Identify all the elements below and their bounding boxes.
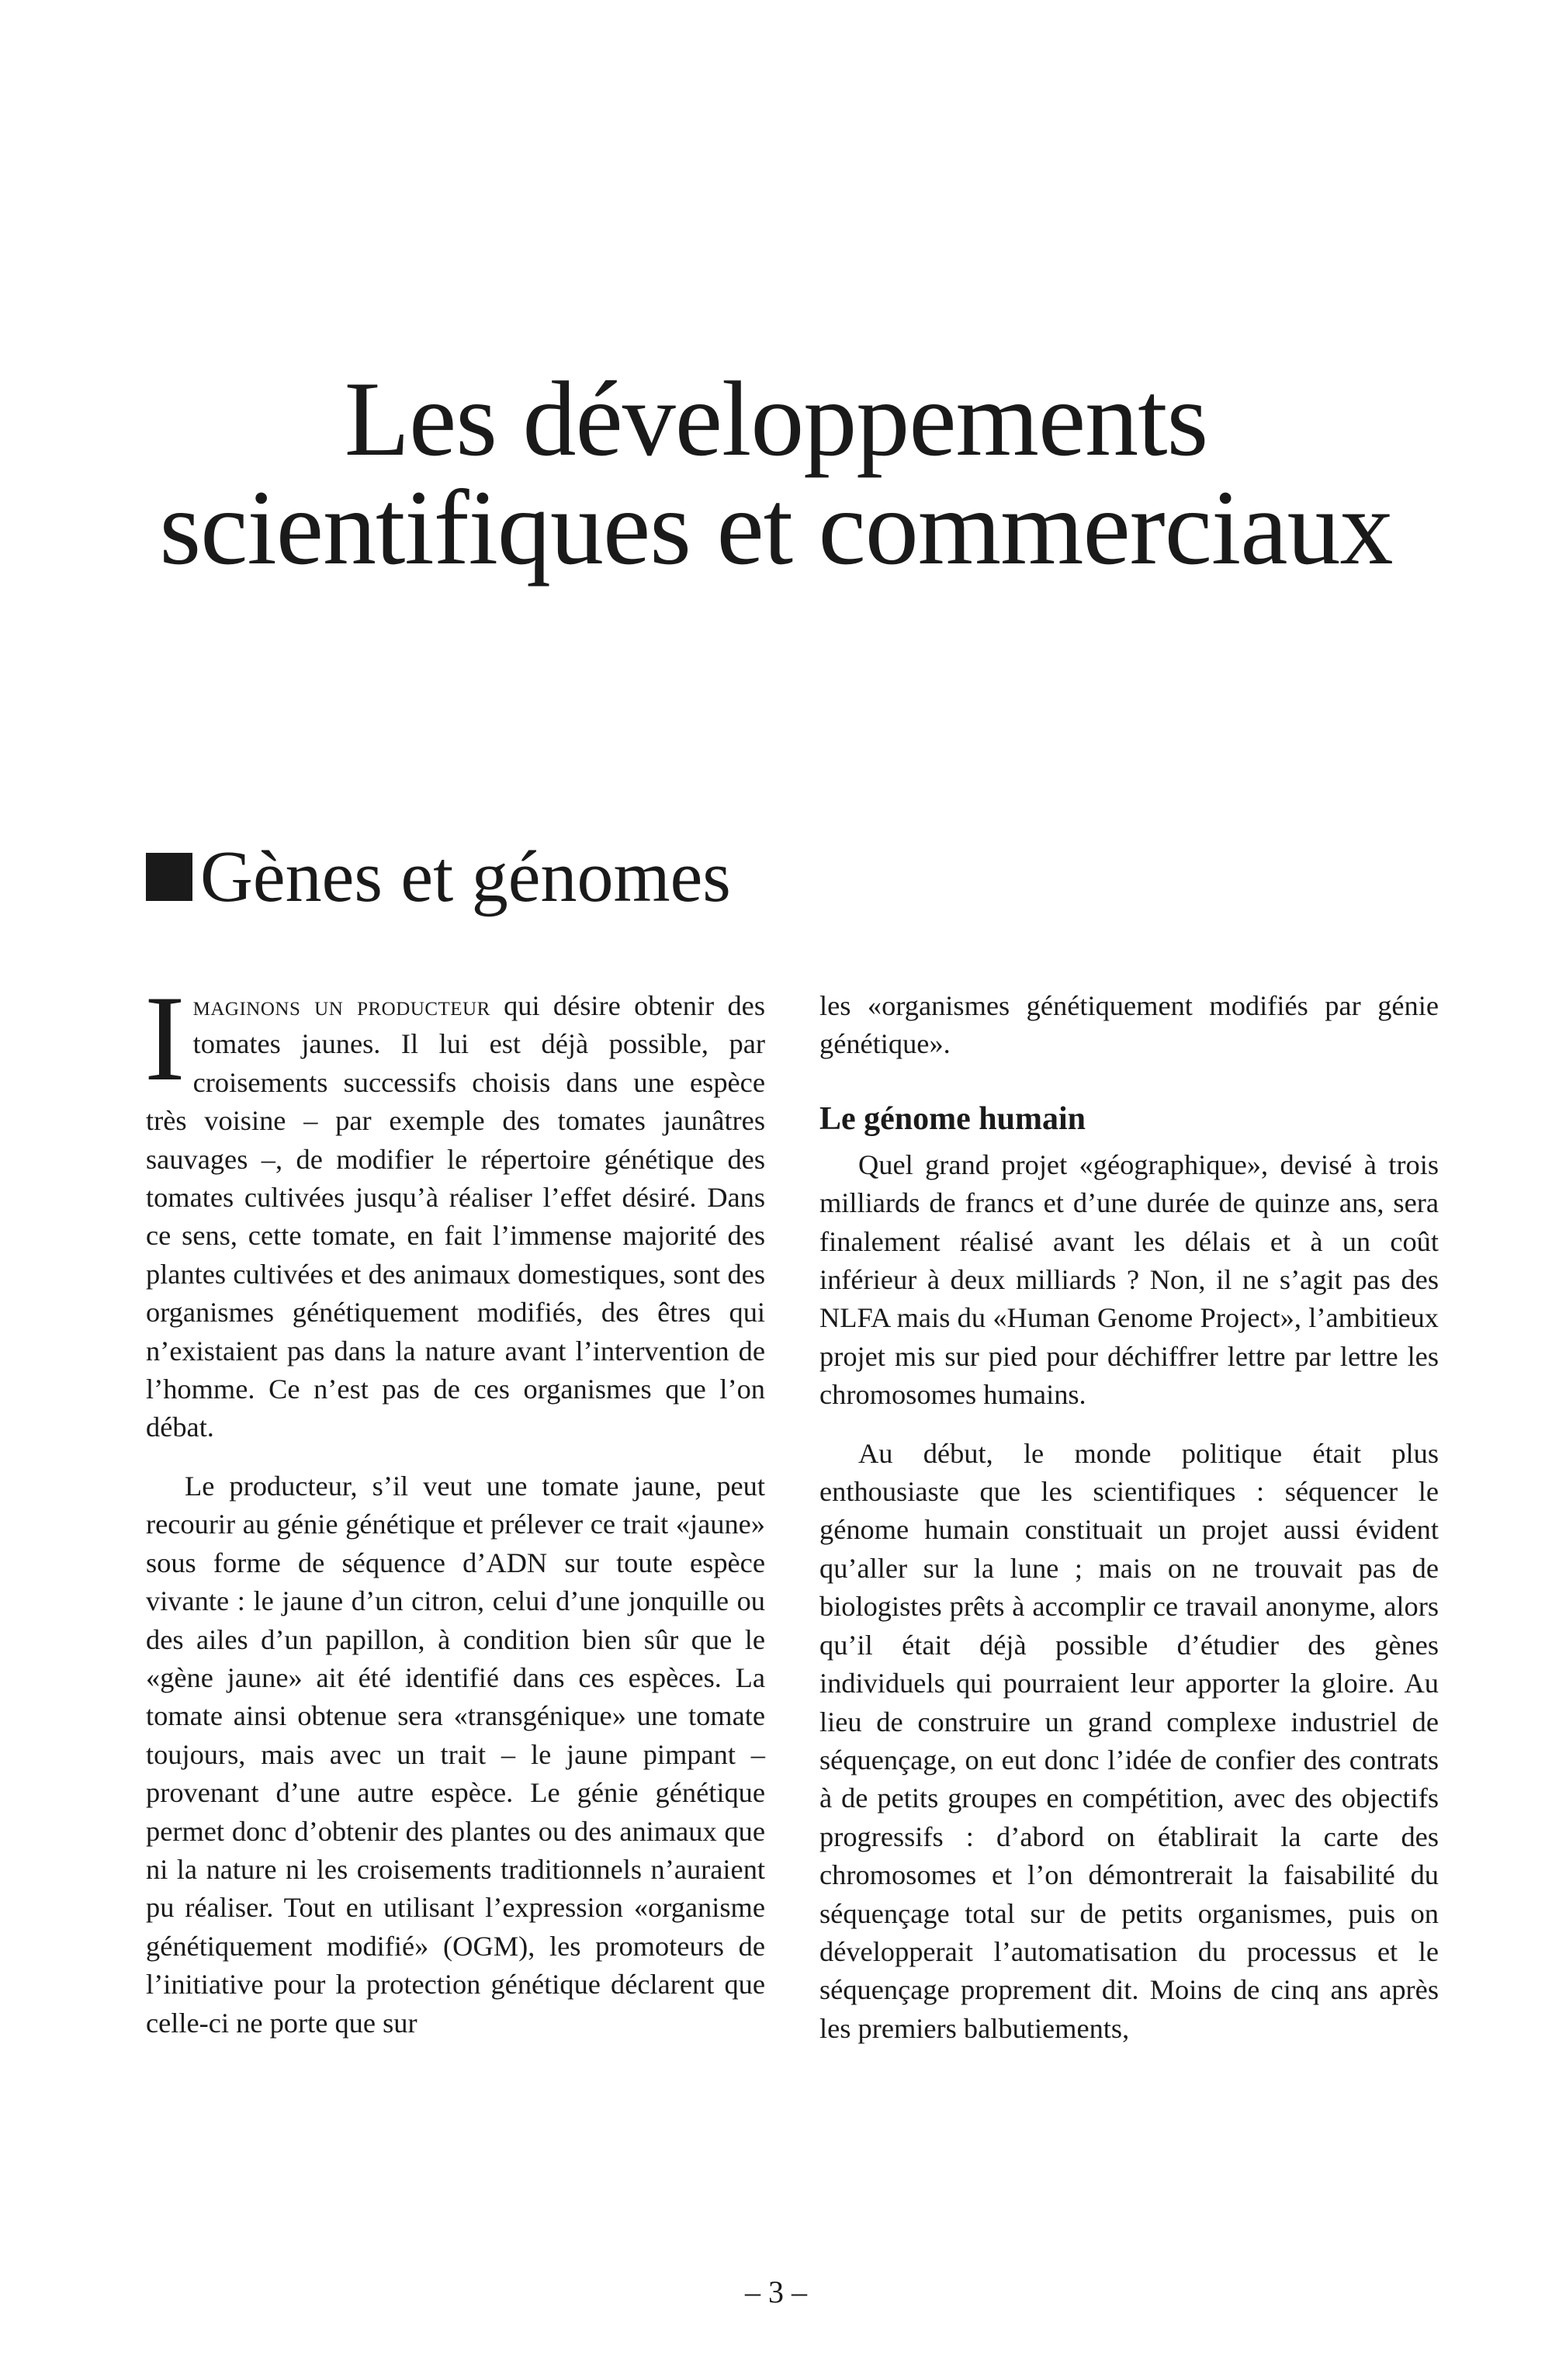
paragraph-continued: les «organismes génétiquement modifiés par génie génétique». [819,990,1439,1060]
paragraph-1 [144,971,765,1447]
paragraph-4: Au début, le monde politique était plus enthousiaste que les scientifiques : séquencer le génome humain constituait un projet aussi évident qu’aller sur la lune ; mais on ne trouvait pas de biologistes prêts à accomplir ce travail anonyme, alors qu’il était déjà possible d’étudier des gènes individuels qui pourraient leur apporter la gloire. Au lieu de construire un grand complexe industriel de séquençage, on eut donc l’idée de confier des contrats à de petits groupes en compétition, avec des objectifs progressifs : d’abord on établirait la carte des chromosomes et l’on démontrerait la faisabilité du séquençage total sur de petits organismes, puis on développerait l’automatisation du processus et le séquençage proprement dit. Moins de cinq ans après les premiers balbutiements, [819,1437,1439,2044]
subheading-genome-humain: Le génome humain [819,1100,1086,1137]
right-column [819,987,1439,2068]
paragraph-1-text: qui désire obtenir des tomates jaunes. Il lui est déjà possible, par croisements successifs choisis dans une espèce très voisine – par exemple des tomates jaunâtres sauvages –, de modifier le répertoire génétique des tomates cultivées jusqu’à réaliser l’effet désiré. Dans ce sens, cette tomate, en fait l’immense majorité des plantes cultivées et des animaux domestiques, sont des organismes génétiquement modifiés, des êtres qui n’existaient pas dans la nature avant l’intervention de l’homme. Ce n’est pas de ces organismes que l’on débat. [146,990,765,1443]
paragraph-2: Le producteur, s’il veut une tomate jaune, peut recourir au génie génétique et prélever ce trait «jaune» sous forme de séquence d’ADN sur toute espèce vivante : le jaune d’un citron, celui d’une jonquille ou des ailes d’un papillon, à condition bien sûr que le «gène jaune» ait été identifié dans ces espèces. La tomate ainsi obtenue sera «transgénique» une tomate toujours, mais avec un trait – le jaune pimpant – provenant d’une autre espèce. Le génie génétique permet donc d’obtenir des plantes ou des animaux que ni la nature ni les croisements traditionnels n’auraient pu réaliser. Tout en utilisant l’expression «organisme génétiquement modifié» (OGM), les promoteurs de l’initiative pour la protection génétique déclarent que celle-ci ne porte que sur [146,1470,765,2039]
paragraph-3: Quel grand projet «géographique», devisé à trois milliards de francs et d’une durée de quinze ans, sera finalement réalisé avant les délais et à un coût inférieur à deux milliards ? Non, il ne s’agit pas des NLFA mais du «Human Genome Project», l’ambitieux projet mis sur pied pour déchiffrer lettre par lettre les chromosomes humains. [819,1148,1439,1411]
lead-in-smallcaps: maginons un producteur [192,990,490,1021]
section-heading-text: Gènes et génomes [200,837,731,917]
page-title-line-1: Les développements [344,359,1208,478]
section-heading [146,834,731,920]
drop-cap: I [144,971,185,1107]
page-title-line-2: scientifiques et commerciaux [159,468,1393,587]
left-column [144,971,765,2063]
section-marker-square-icon [146,853,192,901]
page-title [0,359,1552,587]
page-number: – 3 – [745,2274,807,2309]
